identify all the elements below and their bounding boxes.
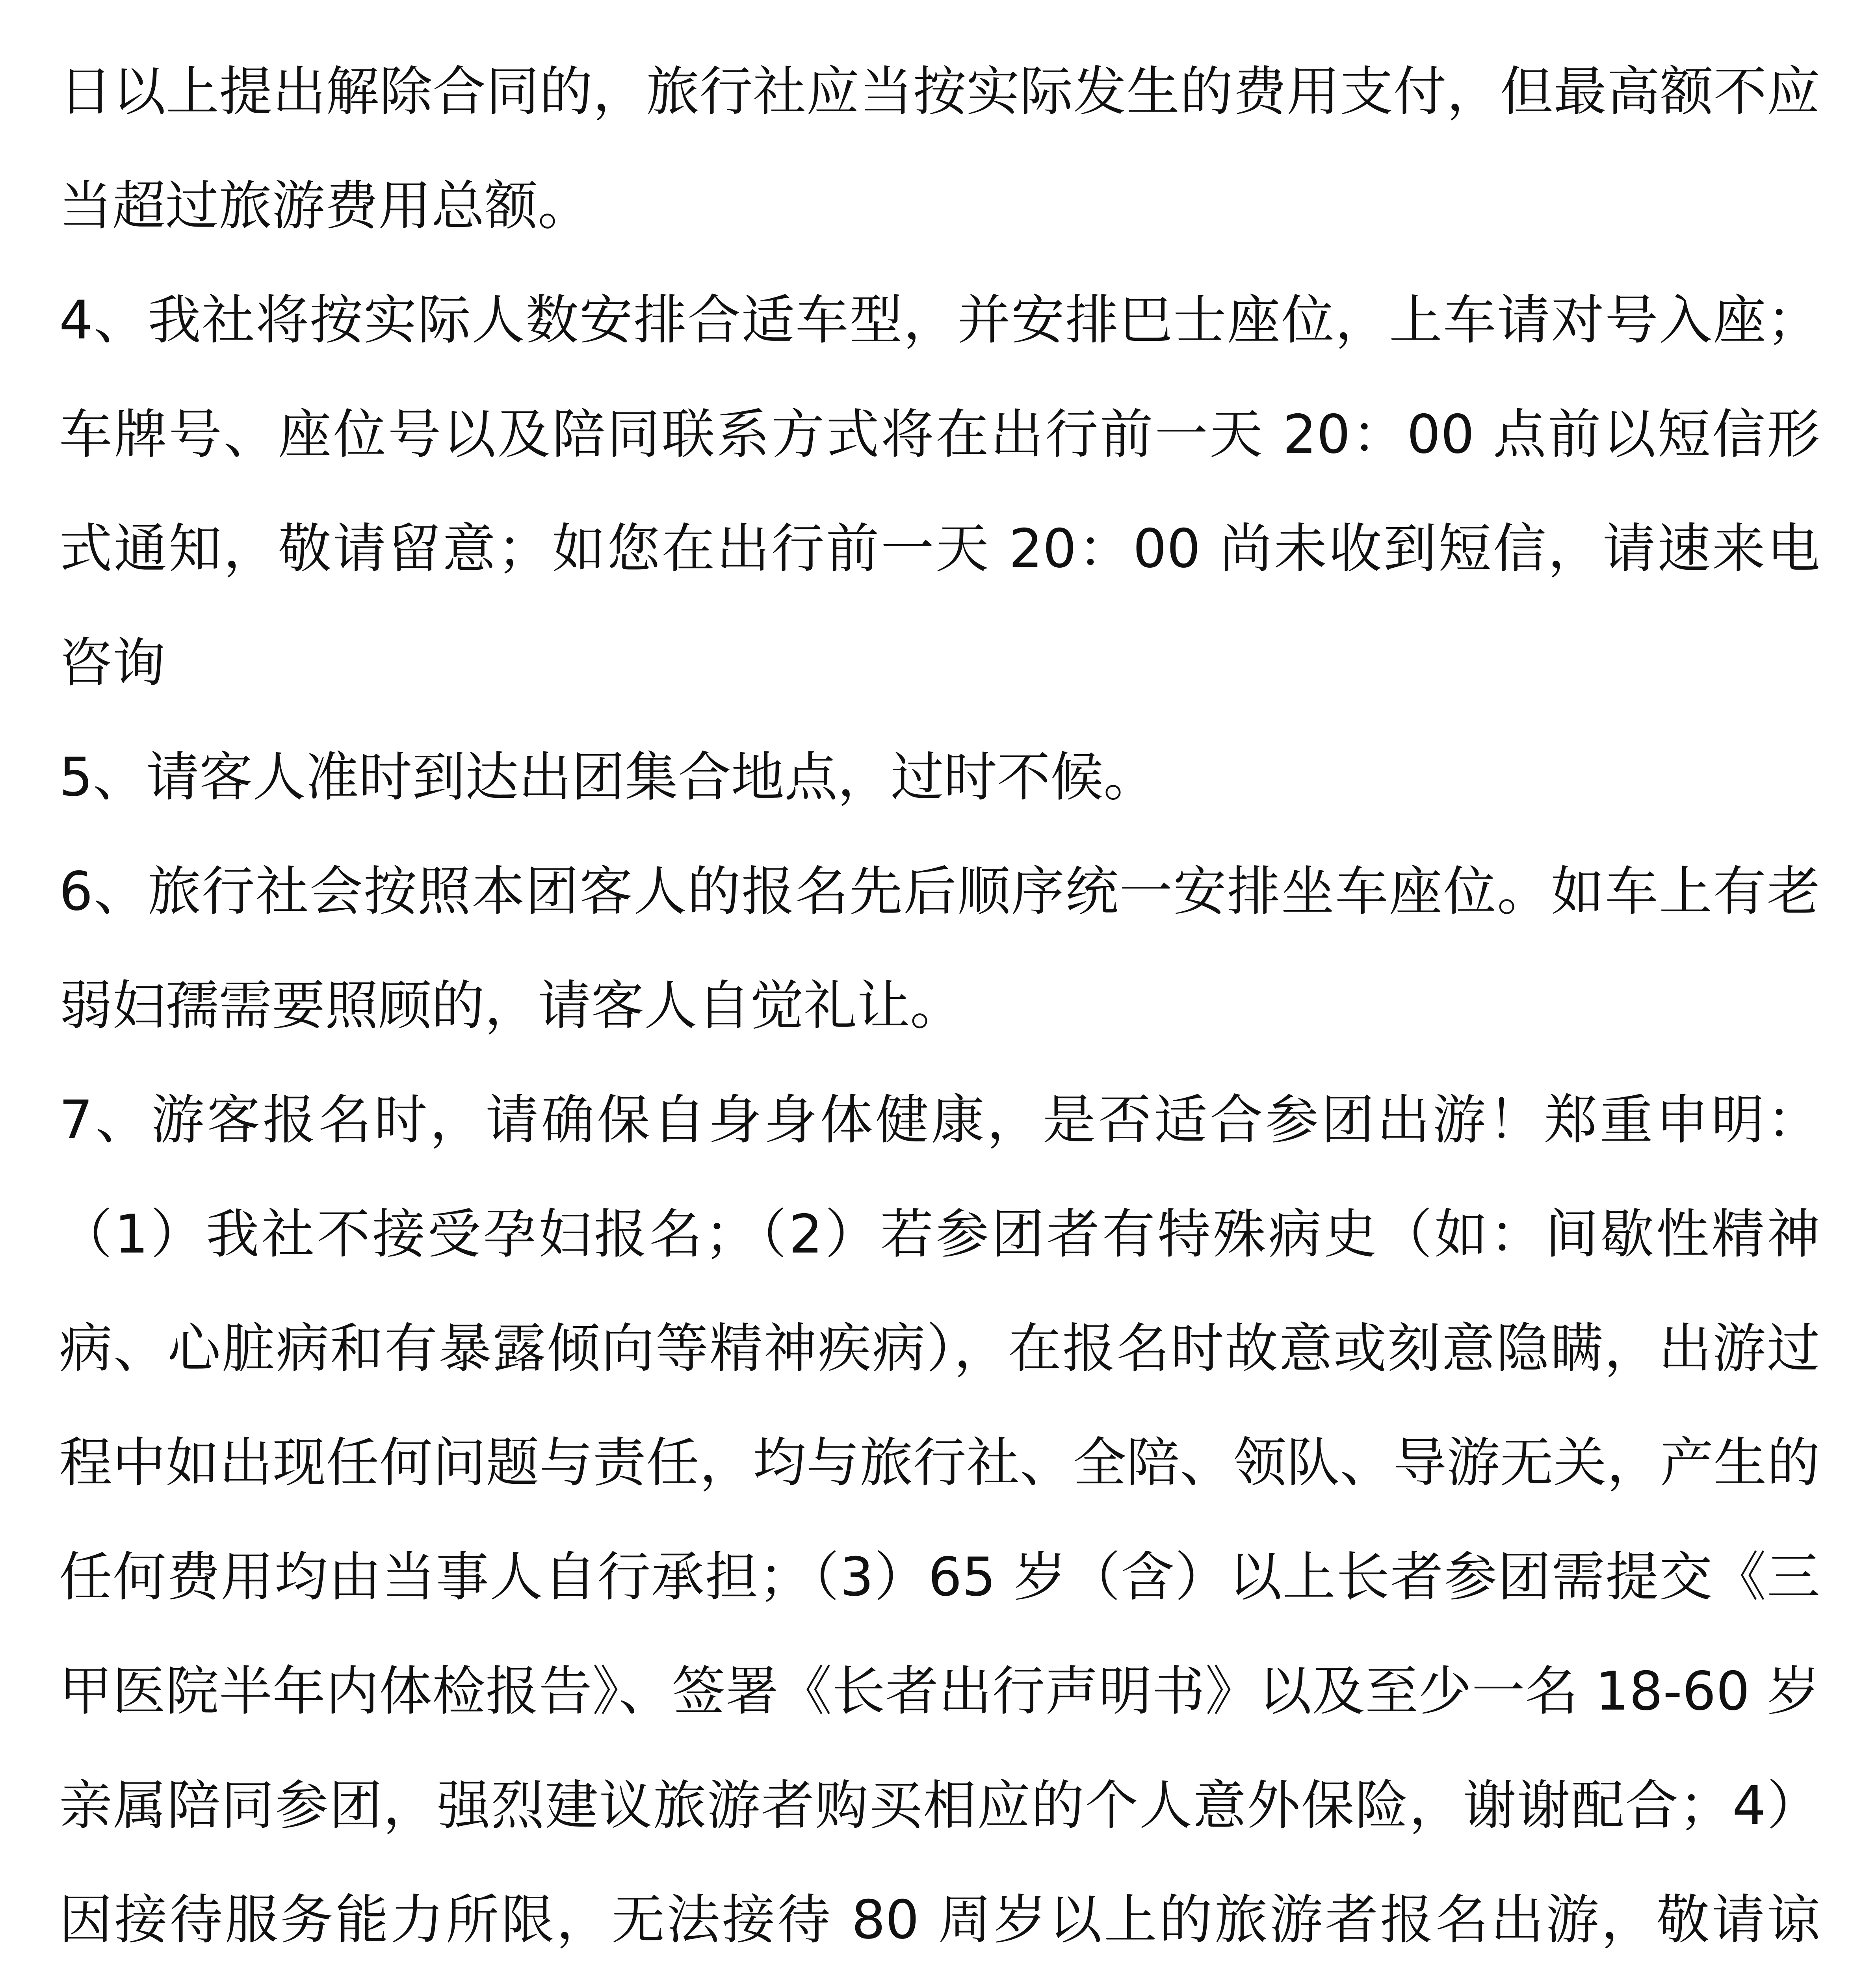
paragraph-refund-limit: 日以上提出解除合同的，旅行社应当按实际发生的费用支付，但最高额不应当超过旅游费用总额。 (59, 61, 1820, 237)
paragraph-item-7-health-declaration: 7、游客报名时，请确保自身身体健康，是否适合参团出游！郑重申明：（1）我社不接受孕妇报名；（2）若参团者有特殊病史（如：间歇性精神病、心脏病和有暴露倾向等精神疾病），在报名时故意或刻意隐瞒，出游过程中如出现任何问题与责任，均与旅行社、全陪、领队、导游无关，产生的任何费用均由当事人自行承担；（3）65 岁（含）以上长者参团需提交《三甲医院半年内体检报告》、签署《长者出行声明书》以及至少一名 18-60 岁亲属陪同参团，强烈建议旅游者购买相应的个人意外保险，谢谢配合；4）因接待服务能力所限，无法接待 80 周岁以上的旅游者报名出游，敬请谅 (59, 1089, 1820, 1951)
paragraph-item-6-seat-order: 6、旅行社会按照本团客人的报名先后顺序统一安排坐车座位。如车上有老弱妇孺需要照顾的，请客人自觉礼让。 (59, 860, 1820, 1037)
paragraph-item-4-seating-notice: 4、我社将按实际人数安排合适车型，并安排巴士座位，上车请对号入座；车牌号、座位号以及陪同联系方式将在出行前一天 20：00 点前以短信形式通知，敬请留意；如您在出行前一天 20：00 尚未收到短信，请速来电咨询 (59, 289, 1820, 694)
document-page (59, 0, 1820, 1970)
paragraph-item-5-punctuality: 5、请客人准时到达出团集合地点，过时不候。 (59, 746, 1157, 808)
